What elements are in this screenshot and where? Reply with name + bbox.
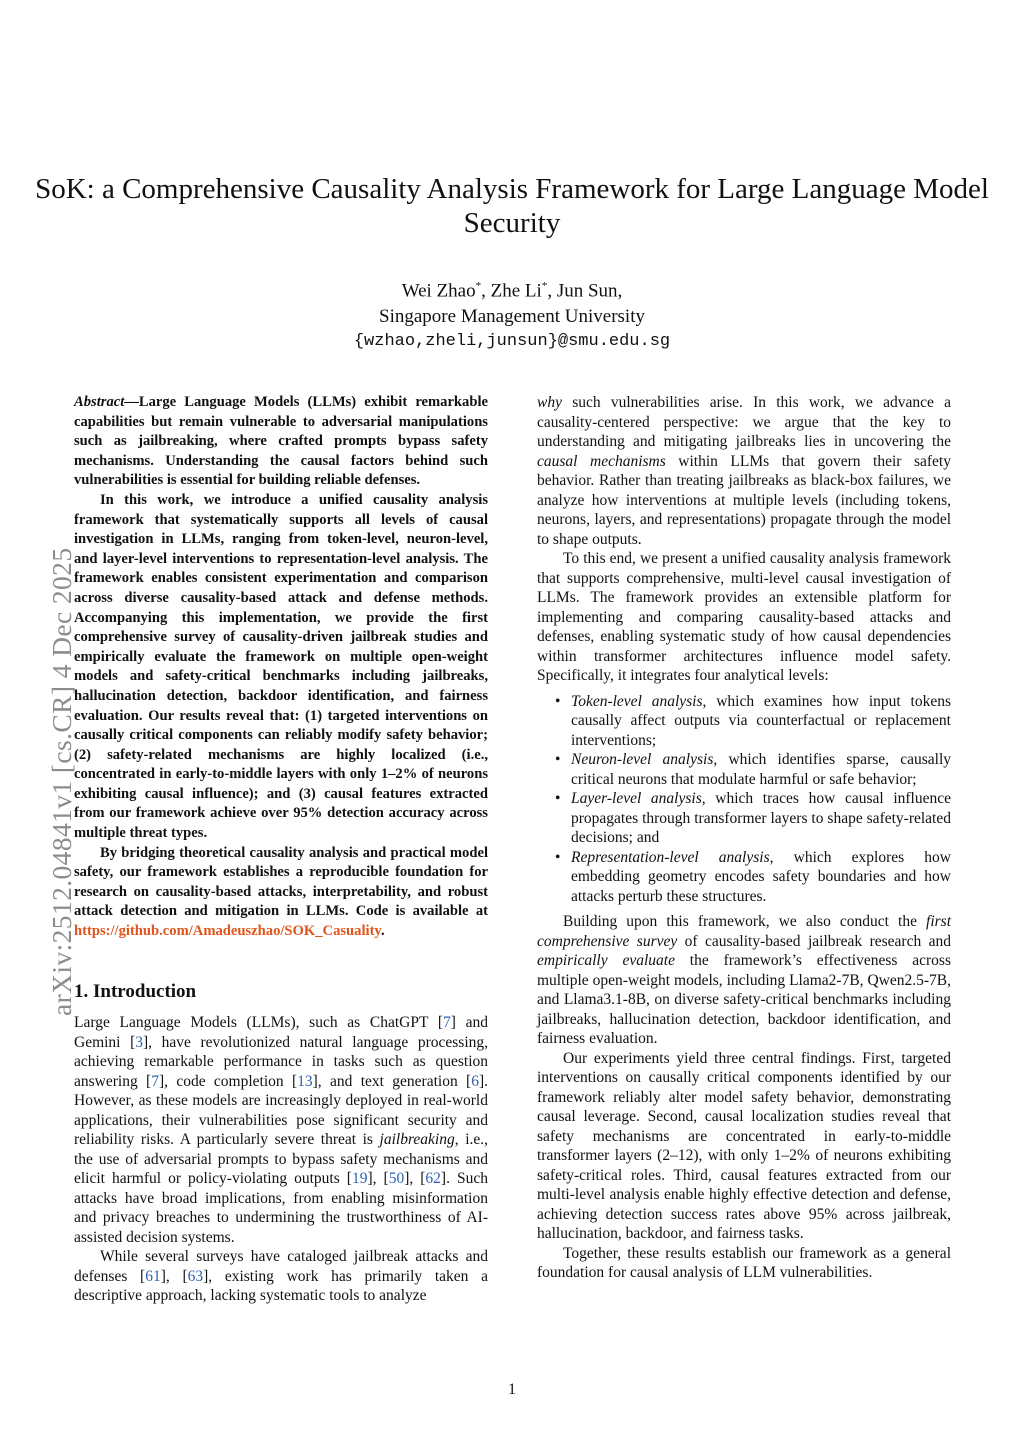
body-paragraph: Together, these results establish our framework as a general foundation for causal analysis of LLM vulnerabilities.	[537, 1244, 951, 1281]
list-item: • Representation-level analysis, which explores how embedding geometry encodes safety boundaries and how attacks perturb these structures.	[537, 848, 951, 907]
author-list	[0, 274, 1024, 303]
body-paragraph: Large Language Models (LLMs), such as ChatGPT [7] and Gemini [3], have revolutionized natural language processing, achieving remarkable performance in tasks such as question answering [7], code completion [13], and text generation [6]. However, as these models are increasingly deployed in real-world applications, their vulnerabilities pose significant security and reliability risks. A particularly severe threat is jailbreaking, i.e., the use of adversarial prompts to bypass safety mechanisms and elicit harmful or policy-violating outputs [19], [50], [62]. Such attacks have broad implications, from enabling misinformation and privacy breaches to undermining the trustworthiness of AI-assisted decision systems.	[74, 1014, 489, 1246]
abstract-paragraph: By bridging theoretical causality analysis and practical model safety, our framework establishes a reproducible foundation for research on causality-based attacks, interpretability, and robust attack detection and mitigation in LLMs. Code is available at https://github.com/Amadeuszhao/SOK_Casuality.	[74, 844, 488, 940]
citation-link[interactable]: 63	[187, 1267, 204, 1285]
abstract	[74, 393, 488, 942]
list-item: • Layer-level analysis, which traces how causal influence propagates through transformer layers to shape safety-related decisions; and	[537, 789, 951, 848]
citation-link[interactable]: 6	[471, 1072, 479, 1090]
analysis-levels-list	[537, 692, 951, 907]
right-column	[537, 393, 951, 1283]
equal-contribution-mark: *	[475, 280, 482, 292]
list-item: • Neuron-level analysis, which identifies sparse, causally critical neurons that modulate harmful or safe behavior;	[537, 750, 951, 789]
title-block	[0, 172, 1024, 353]
paper-title: SoK: a Comprehensive Causality Analysis Framework for Large Language Model Security	[35, 173, 989, 239]
author-name: , Jun Sun,	[547, 280, 623, 302]
citation-link[interactable]: 62	[425, 1170, 441, 1188]
page-number: 1	[508, 1381, 516, 1398]
equal-contribution-mark: *	[541, 280, 548, 292]
left-column	[74, 393, 488, 1306]
arxiv-identifier-text: arXiv:2512.04841v1 [cs.CR] 4 Dec 2025	[46, 547, 77, 1016]
body-paragraph: To this end, we present a unified causality analysis framework that supports comprehensive, multi-level causal investigation of LLMs. The framework provides an extensible platform for implementing and comparing causality-based attacks and defenses, enabling systematic study of how causal dependencies within transformer architectures influence model safety. Specifically, it integrates four analytical levels:	[537, 550, 951, 684]
citation-link[interactable]: 13	[297, 1072, 313, 1090]
code-repository-link[interactable]: https://github.com/Amadeuszhao/SOK_Casuality	[74, 923, 381, 940]
citation-link[interactable]: 50	[388, 1170, 405, 1188]
author-emails: {wzhao,zheli,junsun}@smu.edu.sg	[353, 332, 671, 352]
section-heading-introduction: 1. Introduction	[74, 980, 197, 1002]
abstract-paragraph: Abstract—Large Language Models (LLMs) exhibit remarkable capabilities but remain vulnerable to adversarial manipulations such as jailbreaking, where crafted prompts bypass safety mechanisms. Understanding the causal factors behind such vulnerabilities is essential for building reliable defenses.	[74, 394, 488, 489]
author-separator: ,	[481, 280, 491, 302]
citation-link[interactable]: 7	[151, 1072, 159, 1090]
citation-link[interactable]: 61	[145, 1267, 161, 1285]
author-name: Zhe Li	[490, 280, 542, 302]
abstract-paragraph: In this work, we introduce a unified causality analysis framework that systematically supports all levels of causal investigation in LLMs, ranging from token-level, neuron-level, and layer-level interventions to representation-level analysis. The framework enables consistent experimentation and comparison across diverse causality-based attack and defense methods. Accompanying this implementation, we provide the first comprehensive survey of causality-driven jailbreak studies and empirically evaluate the framework on multiple open-weight models and safety-critical benchmarks including jailbreaks, hallucination detection, backdoor identification, and fairness evaluation. Our results reveal that: (1) targeted interventions on causally critical components can reliably modify safety behavior; (2) safety-related mechanisms are highly localized (i.e., concentrated in early-to-middle layers with only 1–2% of neurons exhibiting causal influence); and (3) causal features extracted from our framework achieve over 95% detection accuracy across multiple threat types.	[74, 491, 488, 842]
list-item: • Token-level analysis, which examines how input tokens causally affect outputs via counterfactual or replacement interventions;	[537, 692, 951, 751]
abstract-label: Abstract	[74, 394, 125, 410]
body-paragraph: Our experiments yield three central findings. First, targeted interventions on causally critical components identified by our framework reliably alter model safety behavior, demonstrating causal leverage. Second, causal localization studies reveal that safety mechanisms are concentrated in early-to-middle transformer layers (2–12), with only 1–2% of neurons exhibiting safety-critical roles. Third, causal features extracted from our multi-level analysis enable highly effective detection and defense, achieving detection success rates above 95% across jailbreak, hallucination, backdoor, and fairness tasks.	[537, 1049, 951, 1242]
citation-link[interactable]: 3	[135, 1033, 144, 1051]
affiliation: Singapore Management University	[379, 306, 645, 328]
body-paragraph: While several surveys have cataloged jailbreak attacks and defenses [61], [63], existing work has primarily taken a descriptive approach, lacking systematic tools to analyze	[74, 1248, 488, 1305]
body-paragraph: why such vulnerabilities arise. In this work, we advance a causality-centered perspective: we argue that the key to understanding and mitigating jailbreaks lies in uncovering the causal mechanisms within LLMs that govern their safety behavior. Rather than treating jailbreaks as black-box failures, we analyze how interventions at multiple levels (including tokens, neurons, layers, and representations) propagate through the model to shape outputs.	[537, 394, 951, 548]
citation-link[interactable]: 7	[443, 1014, 451, 1032]
author-name: Wei Zhao	[401, 280, 476, 302]
citation-link[interactable]: 19	[351, 1170, 368, 1188]
body-paragraph: Building upon this framework, we also conduct the first comprehensive survey of causality-based jailbreak research and empirically evaluate the framework’s effectiveness across multiple open-weight models, including Llama2-7B, Qwen2.5-7B, and Llama3.1-8B, on diverse safety-critical benchmarks including jailbreaks, hallucination detection, backdoor identification, and fairness evaluation.	[537, 913, 952, 1047]
